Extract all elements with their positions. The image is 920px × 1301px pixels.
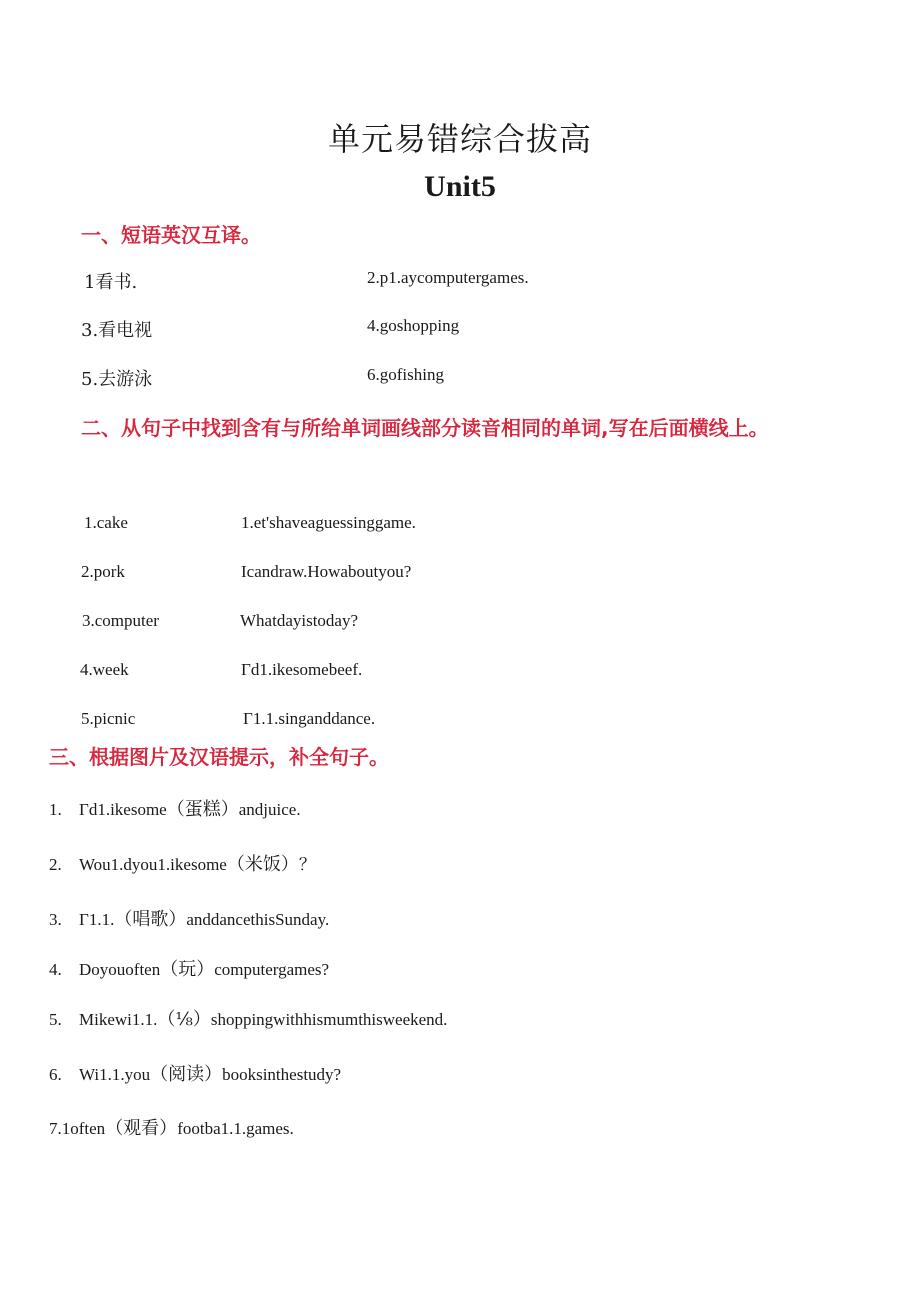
phrase-item: 4.goshopping xyxy=(367,316,460,335)
section-3-heading: 三、根据图片及汉语提示，补全句子。 xyxy=(49,745,389,769)
sentence-post: footba1.1.games. xyxy=(177,1119,294,1138)
hint-cn: （唱歌） xyxy=(114,909,187,930)
item-number: 2. xyxy=(49,855,62,874)
page-title: 单元易错综合拔高 xyxy=(327,120,592,158)
unit-heading: Unit5 xyxy=(424,170,496,203)
sentence-row xyxy=(49,905,329,931)
sentence-pre: Wi1.1.you xyxy=(79,1065,151,1084)
sentence-item: Icandraw.Howaboutyou? xyxy=(241,562,412,581)
section-1-heading: 一、短语英汉互译。 xyxy=(81,223,261,247)
sentence-pre: Γd1.ikesome xyxy=(79,800,167,819)
word-item: 2.pork xyxy=(81,562,125,581)
item-number: 6. xyxy=(49,1065,62,1084)
hint-cn: （观看） xyxy=(105,1118,178,1139)
item-number: 1. xyxy=(49,800,62,819)
sentence-row xyxy=(49,795,301,821)
hint-cn: （蛋糕） xyxy=(166,799,239,820)
phrase-item xyxy=(84,268,137,294)
phrase-left: 1看书. xyxy=(84,272,138,293)
word-item: 4.week xyxy=(80,660,129,679)
sentence-post: andjuice. xyxy=(238,800,301,819)
sentence-item: Whatdayistoday? xyxy=(240,611,359,630)
phrase-left: 3.看电视 xyxy=(81,320,153,341)
word-item: 5.picnic xyxy=(81,709,136,728)
sentence-post: anddancethisSunday. xyxy=(186,910,330,929)
sentence-pre: Γ1.1. xyxy=(79,910,115,929)
sentence-item: Γ1.1.singanddance. xyxy=(243,709,376,728)
sentence-row xyxy=(49,1060,341,1086)
phrase-item xyxy=(81,365,152,391)
sentence-item: 1.et'shaveaguessinggame. xyxy=(241,513,416,532)
sentence-pre: Mikewi1.1. xyxy=(79,1010,158,1029)
sentence-pre: Wou1.dyou1.ikesome xyxy=(79,855,227,874)
item-number: 4. xyxy=(49,960,62,979)
sentence-item: Γd1.ikesomebeef. xyxy=(241,660,363,679)
phrase-item: 2.p1.aycomputergames. xyxy=(367,268,529,287)
word-item: 3.computer xyxy=(82,611,159,630)
hint-cn: （⅛） xyxy=(157,1009,211,1030)
sentence-post: ？ xyxy=(298,855,316,874)
phrase-item xyxy=(81,316,152,342)
section-2-heading: 二、从句子中找到含有与所给单词画线部分读音相同的单词,写在后面横线上。 xyxy=(81,416,769,440)
sentence-row xyxy=(49,1005,447,1031)
item-number: 3. xyxy=(49,910,62,929)
item-number: 5. xyxy=(49,1010,62,1029)
phrase-left: 5.去游泳 xyxy=(81,369,153,390)
sentence-row xyxy=(49,850,316,876)
hint-cn: （阅读） xyxy=(150,1064,223,1085)
phrase-item: 6.gofishing xyxy=(367,365,444,384)
sentence-pre: Doyouoften xyxy=(79,960,161,979)
sentence-row xyxy=(49,955,329,981)
sentence-post: computergames? xyxy=(214,960,330,979)
sentence-post: shoppingwithhismumthisweekend. xyxy=(210,1010,448,1029)
hint-cn: （米饭） xyxy=(226,854,299,875)
sentence-row xyxy=(49,1114,294,1140)
sentence-post: booksinthestudy? xyxy=(222,1065,342,1084)
hint-cn: （玩） xyxy=(160,959,215,980)
sentence-pre: 7.1often xyxy=(49,1119,106,1138)
word-item: 1.cake xyxy=(84,513,128,532)
